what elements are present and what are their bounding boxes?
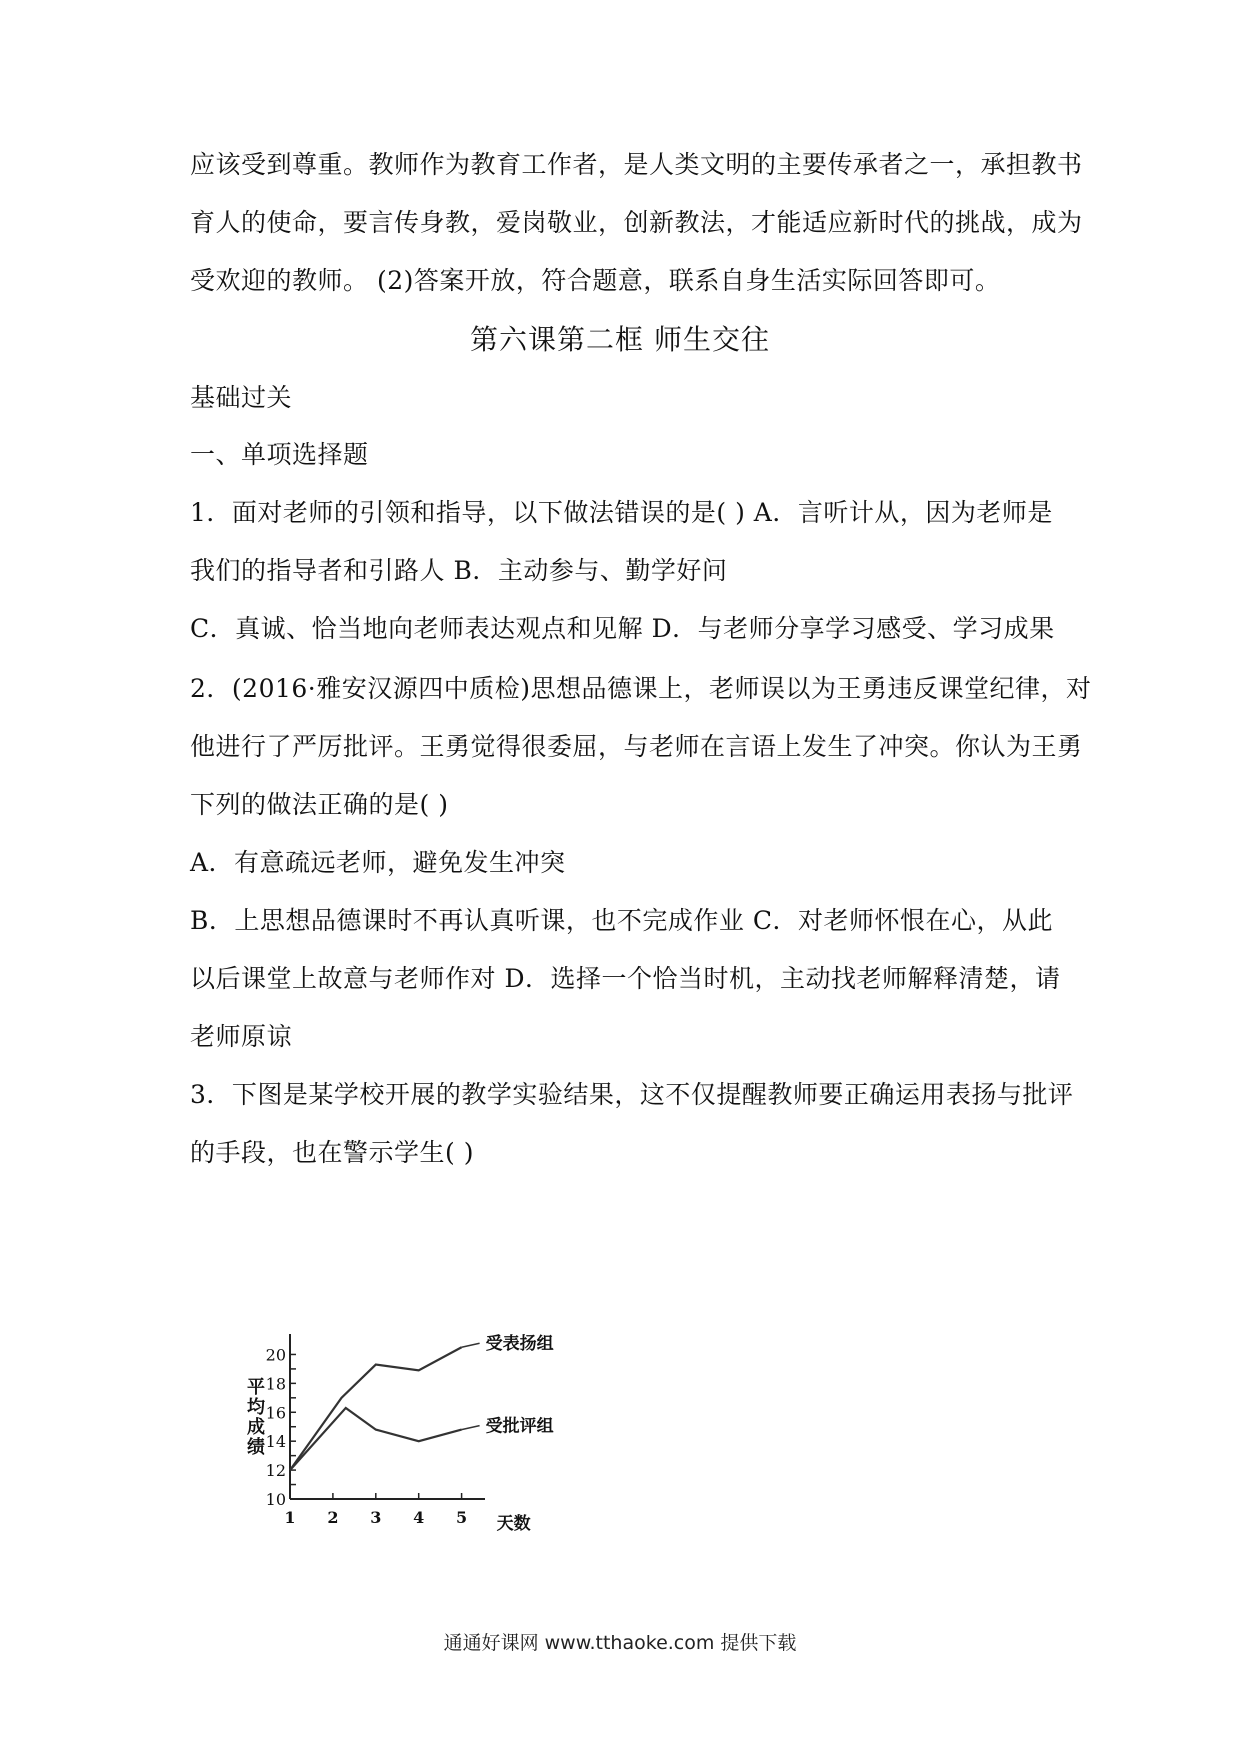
series-line-2 — [290, 1408, 462, 1470]
question-line: 2．(2016·雅安汉源四中质检)思想品德课上，老师误以为王勇违反课堂纪律，对 — [190, 674, 1092, 703]
question-line: 我们的指导者和引路人 B．主动参与、勤学好问 — [190, 556, 728, 585]
y-tick-label: 18 — [265, 1374, 286, 1394]
footer-credit: 通通好课网 www.tthaoke.com 提供下载 — [443, 1632, 797, 1654]
x-tick-label: 4 — [413, 1508, 425, 1527]
x-axis-title: 天数 — [496, 1514, 531, 1534]
question-line: 下列的做法正确的是( ) — [190, 790, 449, 819]
question-line: 3．下图是某学校开展的教学实验结果，这不仅提醒教师要正确运用表扬与批评 — [190, 1080, 1074, 1109]
y-tick-label: 12 — [265, 1461, 286, 1481]
question-line: 1．面对老师的引领和指导，以下做法错误的是( ) A．言听计从，因为老师是 — [190, 498, 1053, 527]
y-tick-label: 10 — [265, 1490, 286, 1509]
part-heading: 一、单项选择题 — [190, 440, 369, 469]
x-tick-label: 5 — [456, 1508, 468, 1527]
y-tick-label: 16 — [265, 1403, 286, 1423]
question-line: 老师原谅 — [190, 1022, 293, 1051]
x-tick-label: 3 — [370, 1508, 382, 1527]
question-line: A．有意疏远老师，避免发生冲突 — [190, 848, 566, 877]
series-line-1 — [290, 1347, 462, 1470]
paragraph-line: 应该受到尊重。教师作为教育工作者，是人类文明的主要传承者之一，承担教书 — [190, 150, 1083, 179]
question-line: B．上思想品德课时不再认真听课，也不完成作业 C．对老师怀恨在心，从此 — [190, 906, 1053, 935]
question-line: 他进行了严厉批评。王勇觉得很委屈，与老师在言语上发生了冲突。你认为王勇 — [190, 732, 1083, 761]
line-chart — [230, 1330, 630, 1560]
chart-y-axis-title: 平均成绩 — [247, 1377, 265, 1458]
question-line: 的手段，也在警示学生( ) — [190, 1138, 474, 1167]
section-title: 第六课第二框 师生交往 — [470, 323, 770, 356]
y-tick-label: 14 — [265, 1432, 286, 1452]
series-leader-2 — [462, 1426, 480, 1430]
question-line: C．真诚、恰当地向老师表达观点和见解 D．与老师分享学习感受、学习成果 — [190, 614, 1055, 643]
question-line: 以后课堂上故意与老师作对 D．选择一个恰当时机，主动找老师解释清楚，请 — [190, 964, 1061, 993]
series-label-2: 受批评组 — [485, 1416, 554, 1437]
paragraph-line: 受欢迎的教师。 (2)答案开放，符合题意，联系自身生活实际回答即可。 — [190, 266, 1001, 295]
series-label-1: 受表扬组 — [485, 1334, 554, 1355]
y-tick-label: 20 — [265, 1345, 286, 1365]
x-tick-label: 2 — [327, 1508, 339, 1527]
x-tick-label: 1 — [284, 1508, 296, 1527]
subsection-heading: 基础过关 — [190, 383, 293, 412]
paragraph-line: 育人的使命，要言传身教，爱岗敬业，创新教法，才能适应新时代的挑战，成为 — [190, 208, 1083, 237]
series-leader-1 — [462, 1343, 480, 1347]
